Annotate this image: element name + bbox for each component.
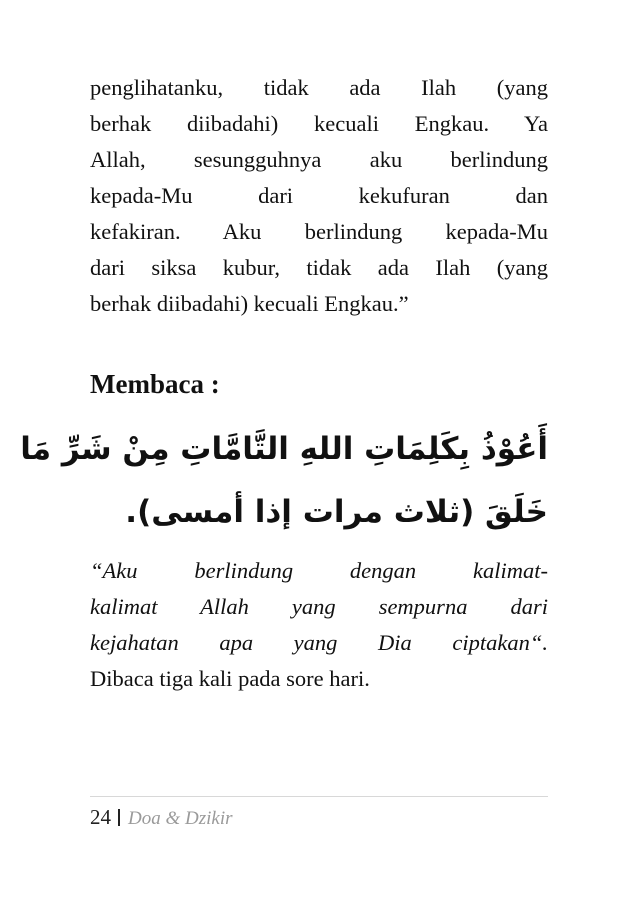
- footer-separator: [118, 809, 120, 826]
- section-heading: Membaca :: [90, 369, 220, 399]
- arabic-text-line-2-content: خَلَقَ (ثلاث مرات إذا أمسى).: [125, 494, 548, 530]
- reading-note: Dibaca tiga kali pada sore hari.: [90, 666, 370, 691]
- body-line: penglihatanku, tidak ada Ilah (yang: [90, 75, 548, 100]
- arabic-text-line-2: [90, 490, 548, 534]
- translation-line: kejahatan apa yang Dia ciptakan“.: [90, 630, 548, 655]
- translation-line: kalimat Allah yang sempurna dari: [90, 594, 548, 619]
- translation-line: “Aku berlindung dengan kalimat-: [90, 558, 548, 583]
- body-line: berhak diibadahi) kecuali Engkau.”: [90, 291, 409, 316]
- footer-divider: [90, 796, 548, 797]
- body-line: kefakiran. Aku berlindung kepada-Mu: [90, 219, 548, 244]
- book-title: Doa & Dzikir: [128, 808, 233, 829]
- arabic-text-line-1: أَعُوْذُ بِكَلِمَاتِ اللهِ التَّامَّاتِ مِنْ شَرِّ مَا: [20, 431, 548, 467]
- body-line: berhak diibadahi) kecuali Engkau. Ya: [90, 111, 548, 136]
- body-paragraph: [90, 70, 548, 322]
- page-footer: [90, 803, 233, 833]
- page-number: 24: [90, 805, 111, 829]
- body-text-block: [90, 70, 548, 322]
- body-line: kepada-Mu dari kekufuran dan: [90, 183, 548, 208]
- body-line: Allah, sesungguhnya aku berlindung: [90, 147, 548, 172]
- body-line: dari siksa kubur, tidak ada Ilah (yang: [90, 255, 548, 280]
- translation-block: [90, 553, 548, 697]
